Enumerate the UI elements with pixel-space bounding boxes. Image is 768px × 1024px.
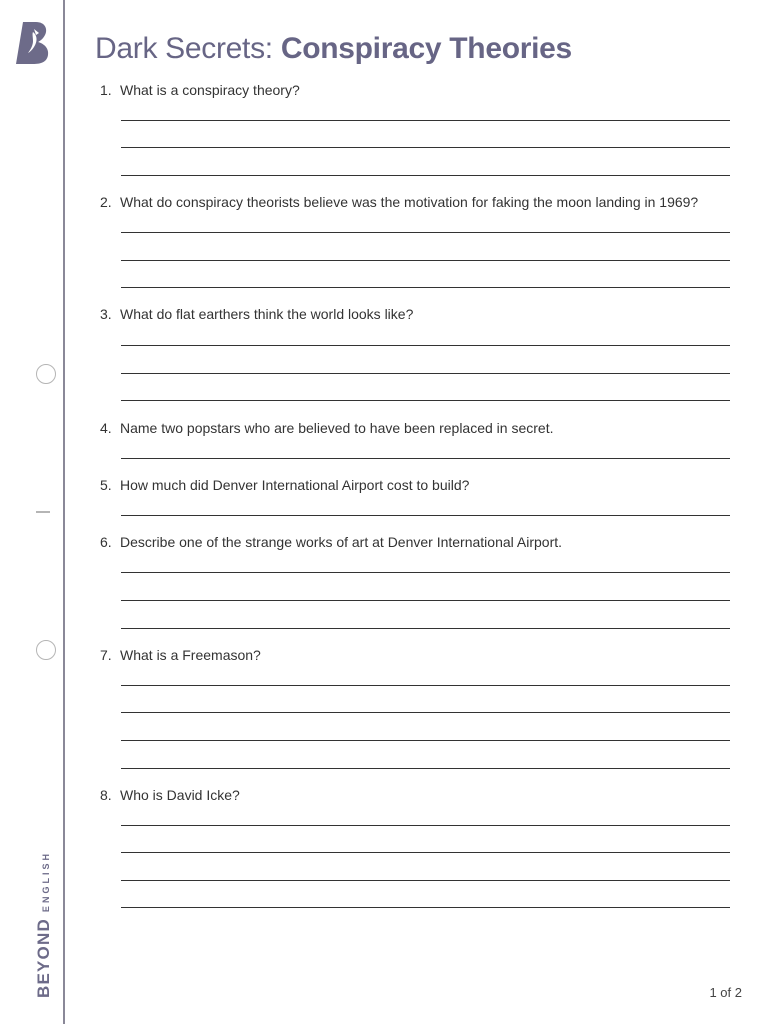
answer-line[interactable]	[121, 260, 730, 261]
question-text: What is a conspiracy theory?	[120, 82, 300, 98]
question-number: 4.	[100, 420, 112, 436]
question-number: 6.	[100, 534, 112, 550]
answer-line[interactable]	[121, 120, 730, 121]
title-regular: Dark Secrets:	[95, 32, 281, 65]
answer-line[interactable]	[121, 232, 730, 233]
question-3	[100, 306, 413, 322]
answer-line[interactable]	[121, 515, 730, 516]
question-number: 2.	[100, 194, 112, 210]
page-title	[95, 32, 572, 66]
fold-mark	[36, 511, 50, 513]
answer-line[interactable]	[121, 712, 730, 713]
margin-line	[63, 0, 65, 1024]
page-number: 1 of 2	[709, 985, 742, 1000]
beyond-b-logo-icon	[14, 20, 50, 66]
question-number: 1.	[100, 82, 112, 98]
answer-line[interactable]	[121, 825, 730, 826]
answer-line[interactable]	[121, 880, 730, 881]
answer-line[interactable]	[121, 400, 730, 401]
answer-line[interactable]	[121, 907, 730, 908]
question-number: 7.	[100, 647, 112, 663]
answer-line[interactable]	[121, 147, 730, 148]
binder-hole	[36, 364, 56, 384]
answer-line[interactable]	[121, 685, 730, 686]
brand-word-english: ENGLISH	[41, 851, 51, 913]
question-text: What do flat earthers think the world looks like?	[120, 306, 414, 322]
answer-line[interactable]	[121, 287, 730, 288]
question-5	[100, 477, 469, 493]
answer-line[interactable]	[121, 768, 730, 769]
question-1	[100, 82, 300, 98]
title-bold: Conspiracy Theories	[280, 32, 572, 65]
question-6	[100, 534, 562, 550]
question-text: Name two popstars who are believed to have been replaced in secret.	[120, 420, 554, 436]
answer-line[interactable]	[121, 600, 730, 601]
answer-line[interactable]	[121, 373, 730, 374]
question-text: What do conspiracy theorists believe was the motivation for faking the moon landing in 1969?	[120, 194, 699, 210]
answer-line[interactable]	[121, 345, 730, 346]
question-number: 3.	[100, 306, 112, 322]
question-text: Describe one of the strange works of art at Denver International Airport.	[120, 534, 563, 550]
question-2	[100, 194, 698, 210]
answer-line[interactable]	[121, 740, 730, 741]
answer-line[interactable]	[121, 175, 730, 176]
question-number: 5.	[100, 477, 112, 493]
question-text: What is a Freemason?	[120, 647, 261, 663]
question-4	[100, 420, 553, 436]
question-text: Who is David Icke?	[120, 787, 240, 803]
question-text: How much did Denver International Airport cost to build?	[120, 477, 470, 493]
question-8	[100, 787, 240, 803]
question-number: 8.	[100, 787, 112, 803]
answer-line[interactable]	[121, 628, 730, 629]
binder-hole	[36, 640, 56, 660]
answer-line[interactable]	[121, 572, 730, 573]
brand-wordmark	[34, 851, 54, 998]
brand-word-beyond: BEYOND	[34, 918, 53, 998]
answer-line[interactable]	[121, 852, 730, 853]
question-7	[100, 647, 261, 663]
answer-line[interactable]	[121, 458, 730, 459]
